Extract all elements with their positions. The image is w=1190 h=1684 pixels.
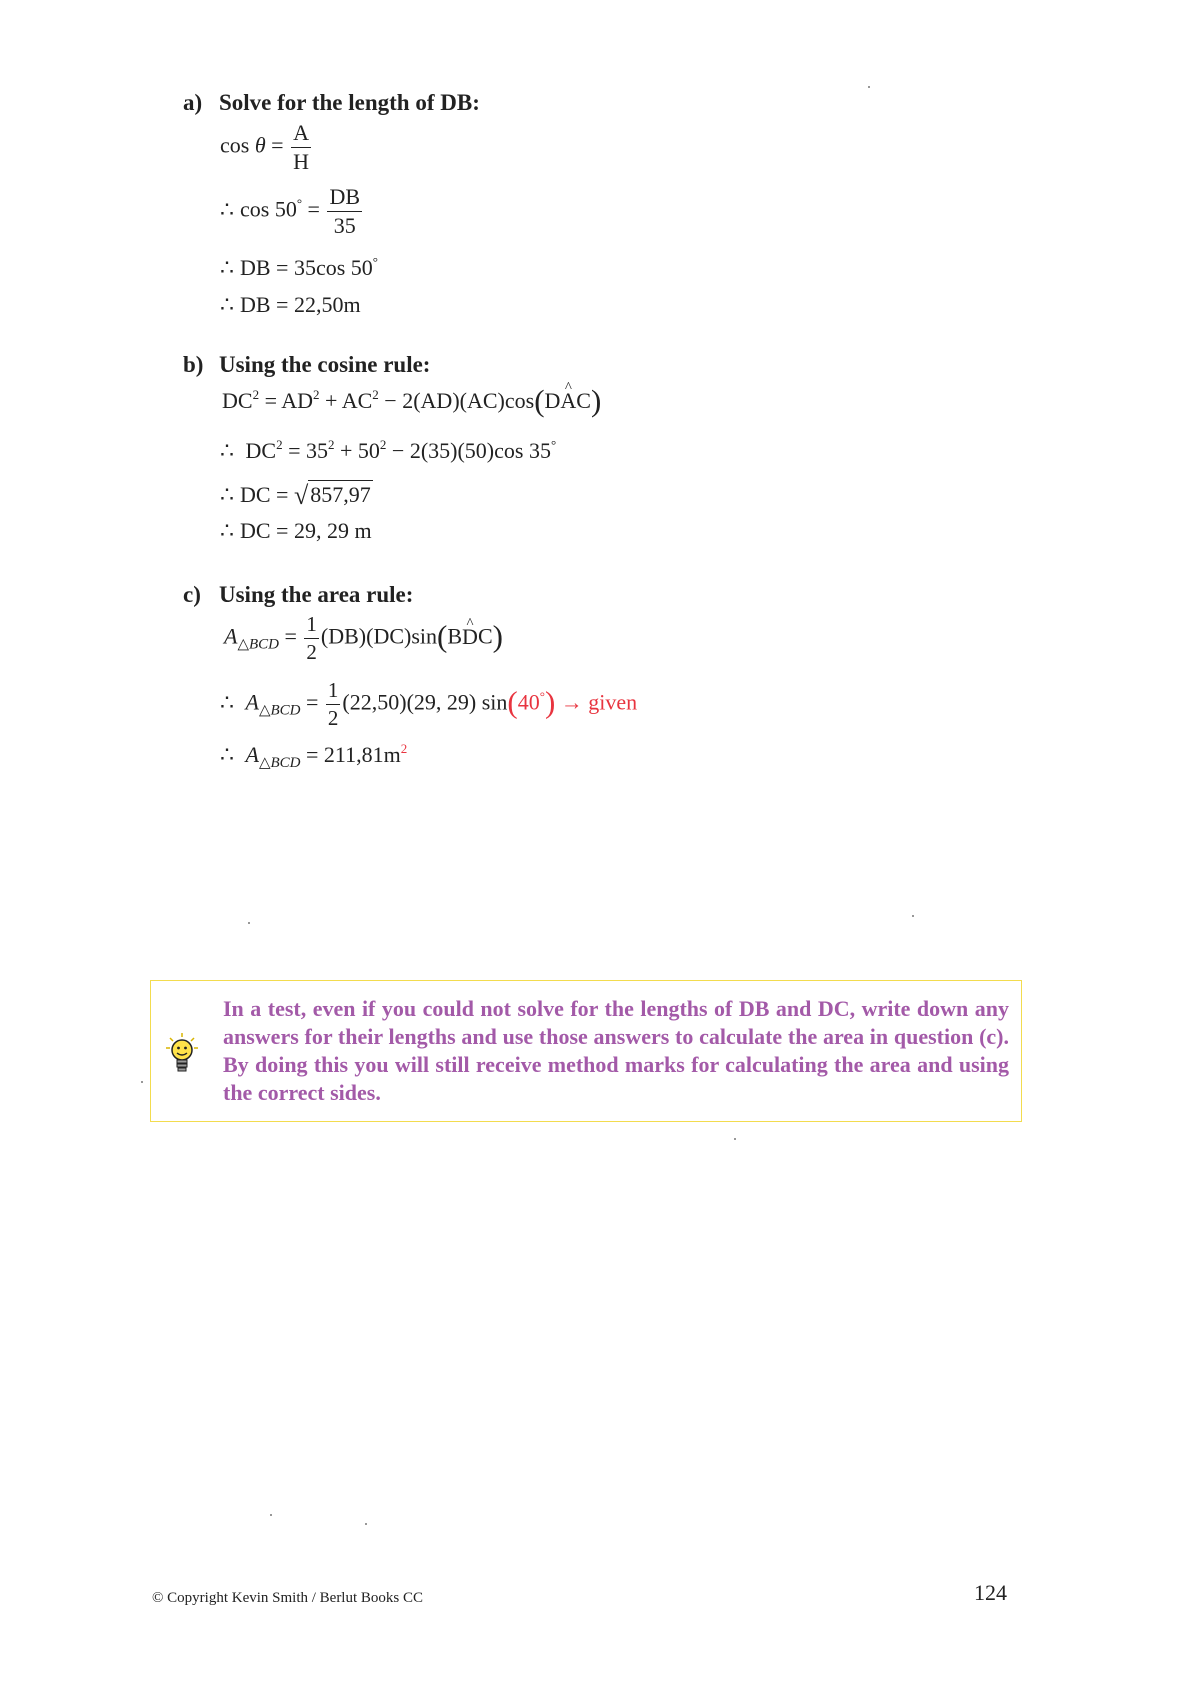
part-c-line-2: ∴ $A_{\triangle BCD}$ = $\frac{1}{2}$ (22,50)(29, 29) sin(40°) → given (220, 678, 638, 730)
angle-letter-c: C (477, 623, 493, 649)
part-c-line-3 (220, 741, 408, 771)
equals-sign: = (265, 132, 284, 158)
equals-sign: = (279, 623, 303, 649)
scan-speck (248, 922, 250, 924)
product-sin-values: (22,50)(29, 29) sin (342, 689, 508, 715)
part-a-line-4 (220, 294, 361, 316)
triangle-name: BCD (249, 636, 279, 653)
part-a-label: a) (183, 90, 203, 115)
triangle-symbol: △ (258, 702, 271, 719)
square-root: √857,97 (293, 481, 371, 510)
thirty-five-term: = 35 (282, 438, 328, 463)
squared-unit: 2 (400, 741, 408, 756)
tip-box (150, 980, 1022, 1122)
part-b-heading-text: Using the cosine rule: (219, 352, 431, 377)
ac-term: + AC (319, 388, 373, 413)
triangle-name: BCD (270, 702, 301, 719)
fraction-numerator: DB (327, 186, 362, 212)
given-angle-value: 40 (517, 689, 540, 715)
scan-speck (868, 86, 870, 88)
tip-text: In a test, even if you could not solve for the lengths of DB and DC, write down any answers for their lengths and use those answers to calculate the area in question (c). By doing this you will still receive method marks for calculating the area and using the correct sides. (223, 996, 1009, 1105)
dc-equals: DC = (240, 482, 294, 507)
fraction-denominator: H (293, 149, 309, 174)
theta-symbol: θ (254, 132, 266, 158)
part-b-line-2 (220, 437, 557, 463)
part-c-heading-text: Using the area rule: (219, 582, 414, 607)
angle-letter-c: C (576, 388, 591, 413)
db-expression: DB = 35cos 50 (240, 255, 373, 280)
part-b-line-4 (220, 520, 372, 542)
fifty-term: + 50 (334, 438, 380, 463)
therefore-symbol: ∴ (220, 518, 234, 543)
radicand: 857,97 (310, 482, 371, 507)
therefore-symbol: ∴ (220, 292, 234, 317)
therefore-symbol: ∴ (220, 438, 234, 463)
ad-term: = AD (259, 388, 314, 413)
fraction-one-half (304, 614, 319, 663)
fraction-denominator: 2 (306, 640, 317, 664)
equals-sign: = (300, 689, 324, 715)
therefore-symbol: ∴ (220, 482, 234, 507)
degree-symbol: ° (550, 437, 557, 452)
angle-letter-d-hat: ^ D (462, 626, 478, 648)
therefore-symbol: ∴ (220, 196, 234, 222)
part-c-heading (183, 582, 413, 608)
part-c-line-1: $A_{\triangle BCD}$ = $\frac{1}{2}$ (DB)(DC)sin(B^ DC) (224, 614, 503, 663)
area-symbol: A (224, 623, 238, 649)
part-a-heading-text: Solve for the length of DB: (219, 90, 480, 115)
squared: 2 (252, 387, 260, 402)
part-a-line-2 (220, 186, 364, 237)
product-sin: (DB)(DC)sin (320, 623, 438, 649)
equals-sign: = (302, 196, 320, 222)
db-result: DB = 22,50m (240, 292, 361, 317)
squared: 2 (327, 437, 335, 452)
product-cos: (AD)(AC)cos (413, 388, 535, 413)
dc-result: DC = 29, 29 m (240, 518, 372, 543)
page-number: 124 (974, 1580, 1007, 1605)
therefore-symbol: ∴ (220, 689, 234, 715)
squared: 2 (379, 437, 387, 452)
therefore-symbol: ∴ (220, 742, 234, 767)
angle-letter-a-hat: ^ A (560, 390, 576, 412)
scan-speck (734, 1138, 736, 1140)
part-b-line-3 (220, 483, 373, 509)
fraction-a-over-h (291, 122, 311, 173)
triangle-name: BCD (270, 755, 301, 771)
copyright-notice: © Copyright Kevin Smith / Berlut Books CC (152, 1590, 423, 1606)
fraction-denominator: 35 (333, 213, 356, 238)
part-a-line-1 (220, 122, 313, 173)
fraction-db-over-35 (327, 186, 362, 237)
fraction-denominator: 2 (327, 706, 339, 730)
fraction-numerator: 1 (304, 614, 319, 639)
fraction-numerator: A (291, 122, 311, 148)
minus-two: − 2 (378, 388, 414, 413)
angle-letter-b: B (447, 623, 463, 649)
part-b-label: b) (183, 352, 204, 377)
degree-symbol: ° (372, 254, 378, 269)
degree-symbol: ° (539, 688, 545, 704)
triangle-symbol: △ (258, 755, 271, 771)
lightbulb-icon (165, 1033, 199, 1077)
area-symbol: A (245, 742, 259, 767)
scan-speck (912, 915, 914, 917)
part-a-heading (183, 90, 480, 116)
cos-text: cos (220, 132, 250, 158)
scan-speck (365, 1523, 367, 1525)
part-a-line-3 (220, 254, 378, 280)
given-note: → given (555, 689, 638, 715)
part-b-heading (183, 352, 430, 378)
dc-term: DC (245, 438, 277, 463)
area-result: = 211,81m (300, 742, 401, 767)
angle-letter-d: D (544, 388, 561, 413)
part-b-line-1: $DC^2 = AD^2 + AC^2$ − 2(AD)(AC)cos(D^ AC) (222, 390, 601, 412)
squared: 2 (276, 437, 283, 452)
squared: 2 (372, 387, 379, 402)
scan-speck (270, 1514, 272, 1516)
dc-term: DC (222, 388, 253, 413)
triangle-symbol: △ (237, 636, 249, 653)
area-symbol: A (245, 689, 259, 715)
fraction-numerator: 1 (326, 680, 341, 705)
part-c-label: c) (183, 582, 201, 607)
degree-symbol: ° (296, 195, 303, 211)
cos50-text: cos 50 (240, 196, 297, 222)
squared: 2 (313, 387, 320, 402)
scan-speck (141, 1081, 143, 1083)
product-cos35: − 2(35)(50)cos 35 (386, 438, 551, 463)
fraction-one-half (326, 680, 341, 729)
therefore-symbol: ∴ (220, 255, 234, 280)
